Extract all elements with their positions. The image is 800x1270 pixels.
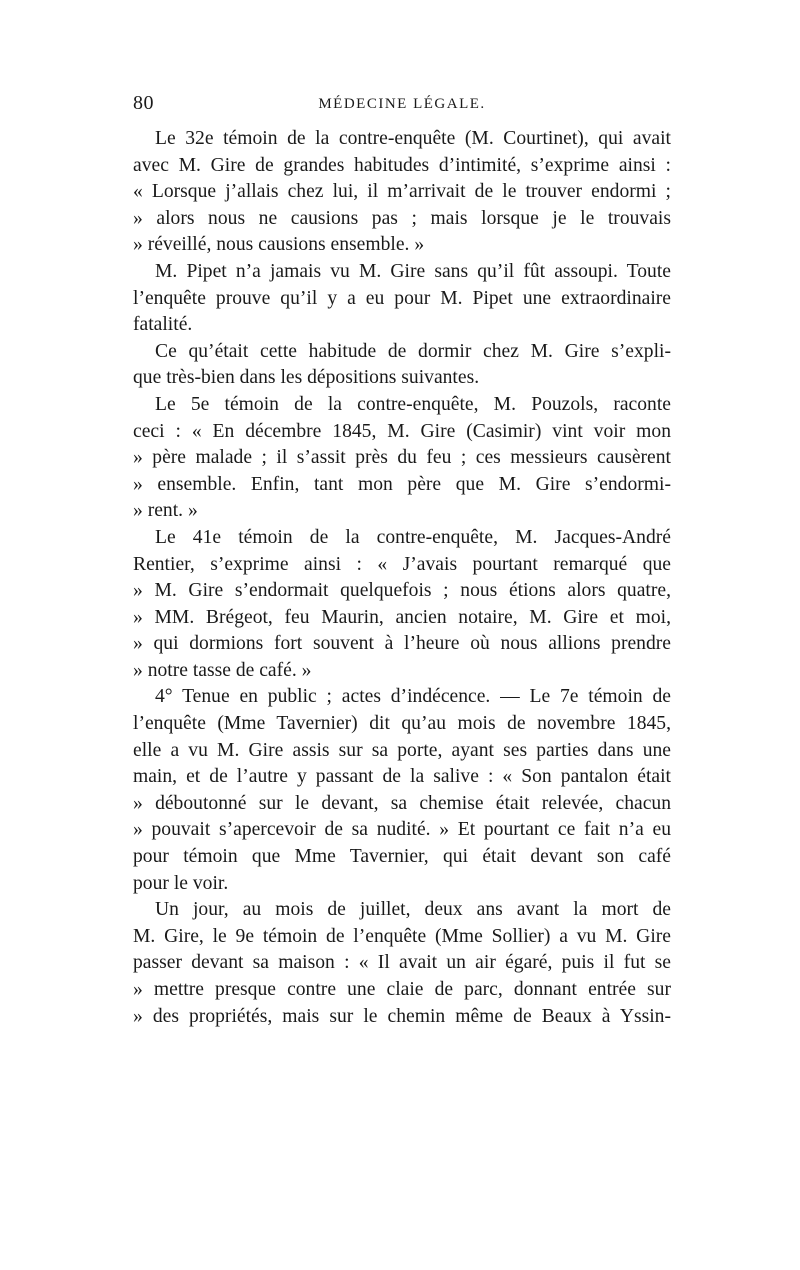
text-line: » ensemble. Enfin, tant mon père que M. Gire s’endormi- <box>133 473 671 495</box>
text-line: » rent. » <box>133 500 198 522</box>
text-line: que très-bien dans les dépositions suivantes. <box>133 367 480 389</box>
text-line: » notre tasse de café. » <box>133 659 312 681</box>
text-line: pour le voir. <box>133 872 229 894</box>
text-line: » mettre presque contre une claie de parc, donnant entrée sur <box>133 979 671 1000</box>
body-text <box>133 126 671 1030</box>
text-line: Le 41e témoin de la contre-enquête, M. Jacques-André <box>155 526 671 548</box>
text-line: fatalité. <box>133 314 193 336</box>
text-line: » MM. Brégeot, feu Maurin, ancien notaire, M. Gire et moi, <box>133 606 671 628</box>
text-line: » alors nous ne causions pas ; mais lorsque je le trouvais <box>133 207 671 229</box>
text-line: main, et de l’autre y passant de la salive : « Son pantalon était <box>133 766 671 788</box>
text-line: » des propriétés, mais sur le chemin même de Beaux à Yssin- <box>133 1005 671 1027</box>
text-line: M. Pipet n’a jamais vu M. Gire sans qu’il fût assoupi. Toute <box>155 260 671 282</box>
text-line: » père malade ; il s’assit près du feu ; ces messieurs causèrent <box>133 447 671 469</box>
text-line: » qui dormions fort souvent à l’heure où nous allions prendre <box>133 633 671 655</box>
text-line: Un jour, au mois de juillet, deux ans avant la mort de <box>155 899 671 921</box>
text-line: Le 5e témoin de la contre-enquête, M. Pouzols, raconte <box>155 393 671 415</box>
text-line: l’enquête (Mme Tavernier) dit qu’au mois de novembre 1845, <box>133 713 671 735</box>
book-page <box>133 92 671 1030</box>
text-line: » réveillé, nous causions ensemble. » <box>133 234 425 256</box>
text-line: ceci : « En décembre 1845, M. Gire (Casimir) vint voir mon <box>133 420 671 442</box>
page-number: 80 <box>133 92 154 114</box>
text-line: Rentier, s’exprime ainsi : « J’avais pourtant remarqué que <box>133 553 671 575</box>
text-line: 4° Tenue en public ; actes d’indécence. — Le 7e témoin de <box>155 686 671 708</box>
text-line: avec M. Gire de grandes habitudes d’intimité, s’exprime ainsi : <box>133 154 671 176</box>
text-line: elle a vu M. Gire assis sur sa porte, ayant ses parties dans une <box>133 739 671 761</box>
running-head: MÉDECINE LÉGALE. <box>318 96 486 112</box>
text-line: » déboutonné sur le devant, sa chemise était relevée, chacun <box>133 792 671 814</box>
text-line: pour témoin que Mme Tavernier, qui était devant son café <box>133 846 671 868</box>
text-line: » M. Gire s’endormait quelquefois ; nous étions alors quatre, <box>133 580 671 602</box>
text-line: » pouvait s’apercevoir de sa nudité. » Et pourtant ce fait n’a eu <box>133 819 671 841</box>
text-line: l’enquête prouve qu’il y a eu pour M. Pipet une extraordinaire <box>133 287 671 309</box>
text-line: Ce qu’était cette habitude de dormir chez M. Gire s’expli- <box>155 340 671 362</box>
text-line: passer devant sa maison : « Il avait un air égaré, puis il fut se <box>133 952 671 974</box>
text-line: M. Gire, le 9e témoin de l’enquête (Mme Sollier) a vu M. Gire <box>133 925 671 947</box>
text-line: « Lorsque j’allais chez lui, il m’arrivait de le trouver endormi ; <box>133 181 671 203</box>
page-header <box>133 92 671 118</box>
text-line: Le 32e témoin de la contre-enquête (M. Courtinet), qui avait <box>155 128 671 149</box>
